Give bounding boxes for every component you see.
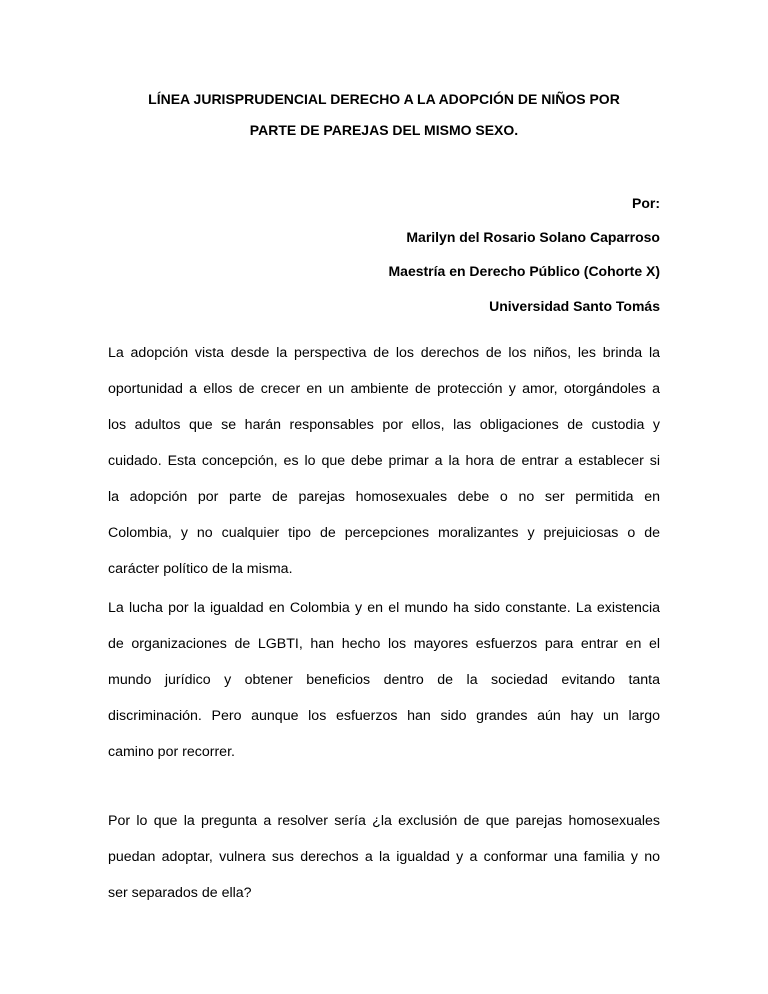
document-title-line-1: LÍNEA JURISPRUDENCIAL DERECHO A LA ADOPCIÓN DE NIÑOS POR	[148, 91, 620, 107]
paragraph-line: La adopción vista desde la perspectiva de los derechos de los niños, les brinda la	[108, 345, 660, 361]
paragraph-line: puedan adoptar, vulnera sus derechos a la igualdad y a conformar una familia y no	[108, 849, 660, 865]
paragraph-1	[108, 344, 660, 596]
paragraph-line: carácter político de la misma.	[108, 561, 293, 577]
paragraph-line: de organizaciones de LGBTI, han hecho los mayores esfuerzos para entrar en el	[108, 636, 660, 652]
paragraph-line: la adopción por parte de parejas homosexuales debe o no ser permitida en	[108, 489, 660, 505]
paragraph-line: Por lo que la pregunta a resolver sería ¿la exclusión de que parejas homosexuales	[108, 813, 660, 829]
paragraph-line: camino por recorrer.	[108, 744, 235, 760]
paragraph-line: La lucha por la igualdad en Colombia y en el mundo ha sido constante. La existencia	[108, 600, 660, 616]
paragraph-line: Colombia, y no cualquier tipo de percepciones moralizantes y prejuiciosas o de	[108, 525, 660, 541]
paragraph-line: ser separados de ella?	[108, 885, 252, 901]
paragraph-line: cuidado. Esta concepción, es lo que debe primar a la hora de entrar a establecer si	[108, 453, 660, 469]
author-name: Marilyn del Rosario Solano Caparroso	[406, 229, 660, 245]
paragraph-line: los adultos que se harán responsables por ellos, las obligaciones de custodia y	[108, 417, 660, 433]
university-name: Universidad Santo Tomás	[489, 298, 660, 314]
paragraph-2	[108, 599, 660, 779]
by-label: Por:	[632, 195, 660, 211]
paragraph-line: discriminación. Pero aunque los esfuerzos han sido grandes aún hay un largo	[108, 708, 660, 724]
paragraph-3	[108, 812, 660, 920]
program-name: Maestría en Derecho Público (Cohorte X)	[388, 263, 660, 279]
document-title-line-2: PARTE DE PAREJAS DEL MISMO SEXO.	[249, 122, 519, 138]
paragraph-line: mundo jurídico y obtener beneficios dentro de la sociedad evitando tanta	[108, 672, 660, 688]
paragraph-line: oportunidad a ellos de crecer en un ambiente de protección y amor, otorgándoles a	[108, 381, 660, 397]
